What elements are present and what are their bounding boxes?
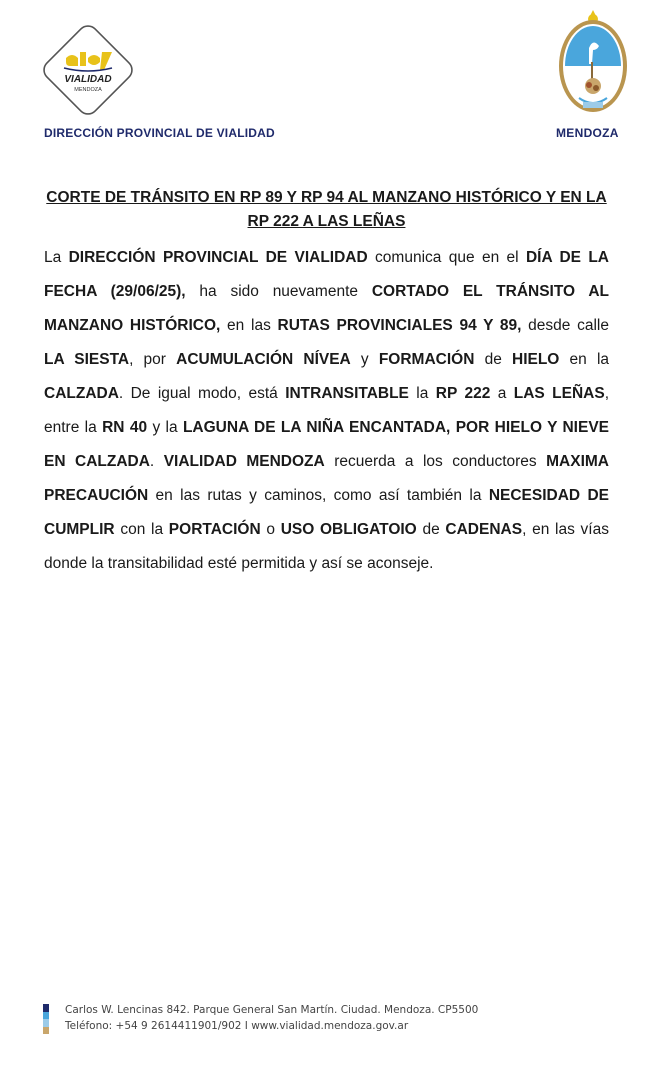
footer-color-bar [43, 1004, 49, 1034]
body-bold-run: CADENAS [445, 521, 523, 538]
footer-contact: Teléfono: +54 9 2614411901/902 I www.vialidad.mendoza.gov.ar [65, 1020, 409, 1032]
body-text-run: en las rutas y caminos, como así también la [148, 487, 489, 504]
body-text-run: recuerda a los conductores [324, 453, 547, 470]
dpv-caption: DIRECCIÓN PROVINCIAL DE VIALIDAD [44, 126, 275, 140]
body-text-run: ha sido nuevamente [185, 283, 372, 300]
body-bold-run: RUTAS PROVINCIALES 94 Y 89, [277, 317, 522, 334]
body-bold-run: LAS LEÑAS [513, 385, 605, 402]
body-bold-run: VIALIDAD MENDOZA [163, 453, 325, 470]
body-bold-run: DÍA DE LA FECHA (29/06/25), [44, 249, 609, 300]
body-text-run: , entre la [44, 385, 610, 436]
body-bold-run: FORMACIÓN [378, 351, 475, 368]
body-text-run: en la [559, 351, 610, 368]
body-bold-run: ACUMULACIÓN NÍVEA [176, 351, 351, 368]
body-text-run: . De igual modo, está [118, 385, 286, 402]
body-text-run: de [416, 521, 446, 538]
body-bold-run: DIRECCIÓN PROVINCIAL DE VIALIDAD [68, 249, 368, 266]
body-bold-run: MAXIMA PRECAUCIÓN [44, 453, 609, 504]
body-bold-run: PORTACIÓN [168, 521, 261, 538]
body-bold-run: NECESIDAD DE CUMPLIR [44, 487, 609, 538]
body-text-run: a [490, 385, 514, 402]
body-bold-run: CORTADO EL TRÁNSITO AL MANZANO HISTÓRICO, [44, 283, 609, 334]
body-text-run: con la [114, 521, 169, 538]
body-text-run: desde calle [521, 317, 610, 334]
body-bold-run: USO OBLIGATOIO [280, 521, 417, 538]
dpv-vialidad-logo [40, 22, 136, 118]
body-text-run: en las [220, 317, 278, 334]
body-bold-run: LA SIESTA [44, 351, 130, 368]
mendoza-caption: MENDOZA [556, 126, 619, 140]
body-text-run: o [260, 521, 281, 538]
document-body [44, 241, 609, 581]
body-text-run: de [474, 351, 512, 368]
body-text-run: La [44, 249, 69, 266]
body-bold-run: INTRANSITABLE [285, 385, 409, 402]
body-text-run: y [350, 351, 379, 368]
body-bold-run: LAGUNA DE LA NIÑA ENCANTADA, POR HIELO Y NIEVE EN CALZADA [44, 419, 610, 470]
dpv-logo-name: VIALIDAD [64, 74, 112, 85]
mendoza-coat-of-arms-icon [553, 6, 633, 118]
body-bold-run: RP 222 [435, 385, 491, 402]
body-bold-run: CALZADA [44, 385, 119, 402]
body-bold-run: RN 40 [102, 419, 148, 436]
document-title: CORTE DE TRÁNSITO EN RP 89 Y RP 94 AL MANZANO HISTÓRICO Y EN LA RP 222 A LAS LEÑAS [46, 189, 607, 230]
body-text-run: , por [129, 351, 177, 368]
body-bold-run: HIELO [512, 351, 560, 368]
body-text-run: y la [147, 419, 183, 436]
body-text-run: la [408, 385, 436, 402]
footer-address: Carlos W. Lencinas 842. Parque General San Martín. Ciudad. Mendoza. CP5500 [65, 1004, 479, 1016]
dpv-logo-region: MENDOZA [74, 87, 102, 93]
body-text-run: , en las vías donde la transitabilidad esté permitida y así se aconseje. [44, 521, 609, 572]
letterhead [0, 0, 653, 150]
body-text-run: comunica que en el [367, 249, 526, 266]
body-text-run: . [149, 453, 164, 470]
footer [43, 1000, 623, 1040]
